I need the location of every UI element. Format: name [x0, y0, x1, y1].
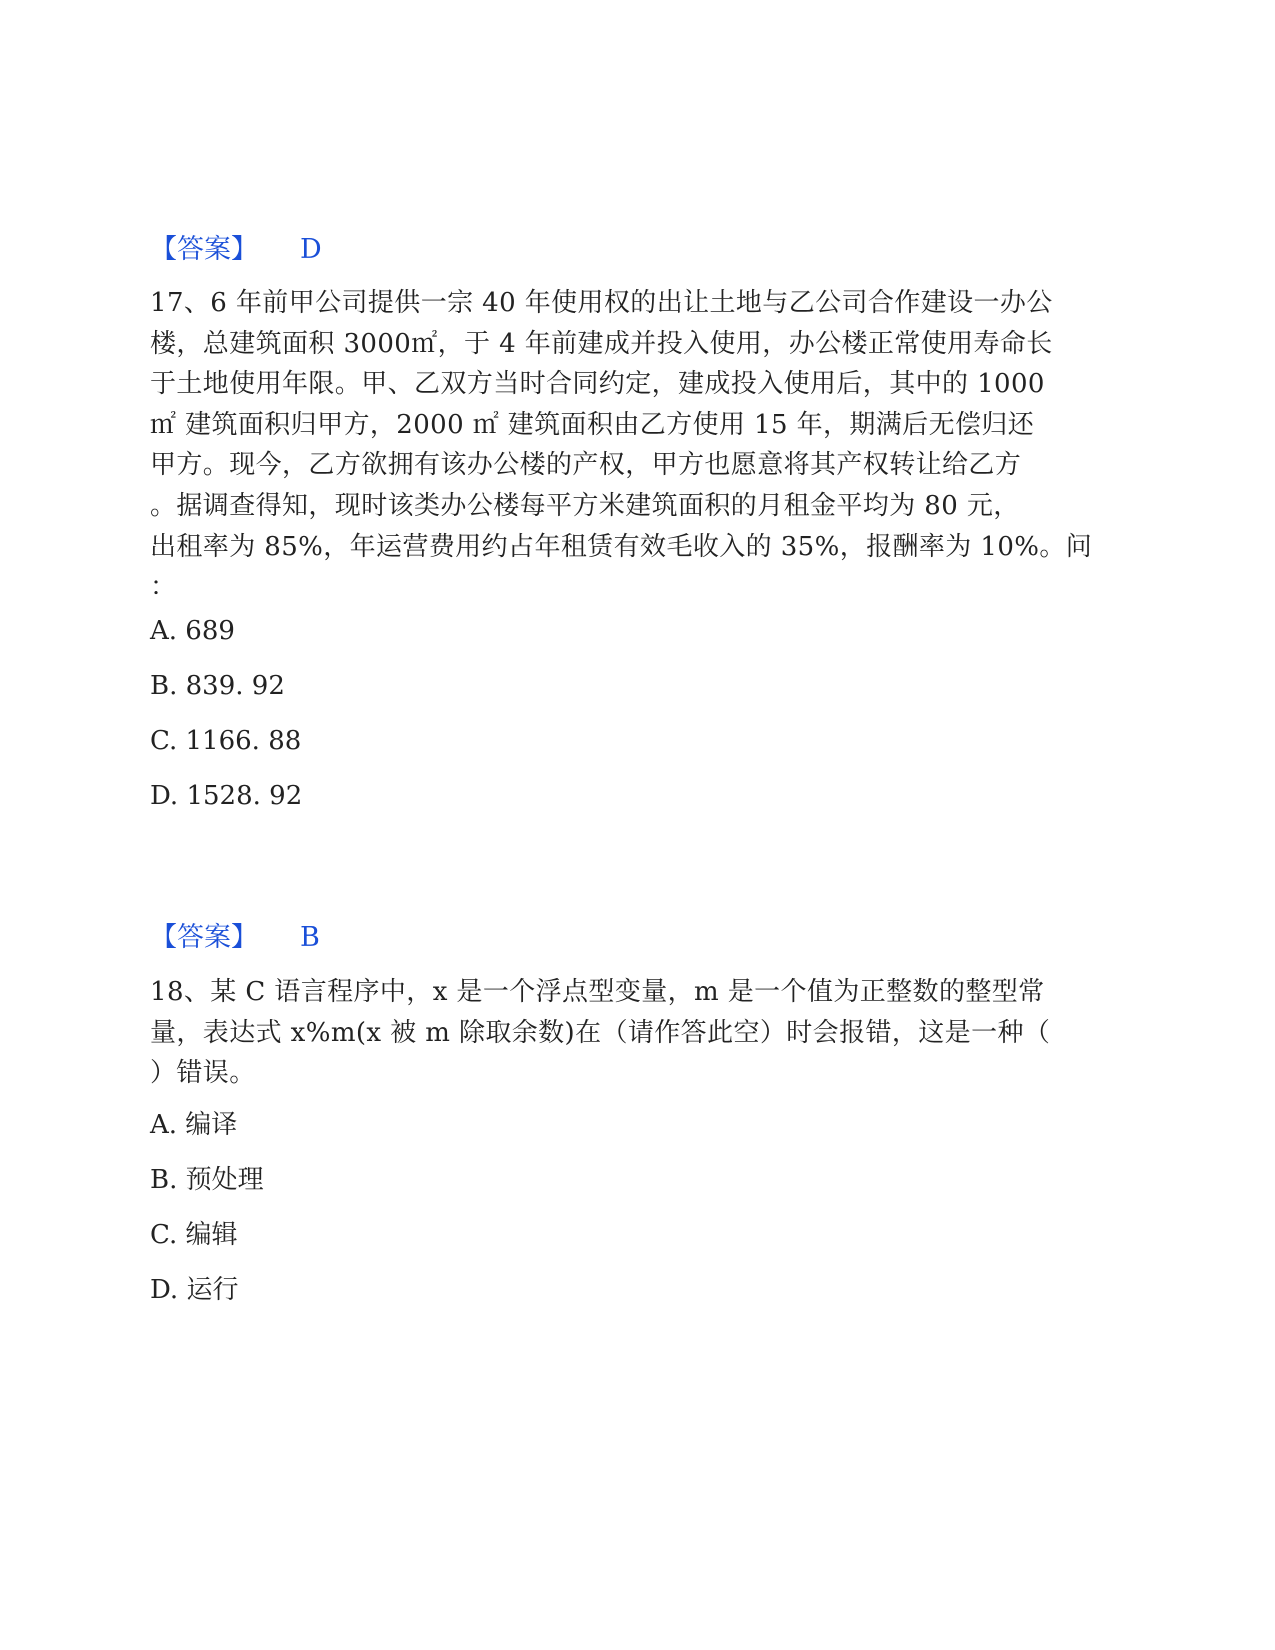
question-17	[150, 283, 1125, 608]
question-line: ㎡ 建筑面积归甲方，2000 ㎡ 建筑面积由乙方使用 15 年，期满后无偿归还	[150, 409, 1035, 440]
option-b[interactable]: B. 预处理	[150, 1165, 264, 1195]
answer-block-prev	[150, 234, 322, 266]
option-a[interactable]: A. 689	[150, 616, 235, 646]
answer-value: B	[300, 922, 320, 953]
answer-value: D	[300, 234, 322, 265]
option-b[interactable]: B. 839. 92	[150, 671, 285, 701]
question-line: ：	[150, 572, 177, 603]
answer-label: 【答案】	[150, 922, 258, 953]
question-line: 17、6 年前甲公司提供一宗 40 年使用权的出让土地与乙公司合作建设一办公	[150, 288, 1053, 318]
option-d[interactable]: D. 运行	[150, 1275, 239, 1305]
question-line: 甲方。现今，乙方欲拥有该办公楼的产权，甲方也愿意将其产权转让给乙方	[150, 450, 1022, 481]
question-line: 于土地使用年限。甲、乙双方当时合同约定，建成投入使用后，其中的 1000	[150, 369, 1045, 400]
question-line: 出租率为 85%，年运营费用约占年租赁有效毛收入的 35%，报酬率为 10%。问	[150, 531, 1093, 562]
option-d[interactable]: D. 1528. 92	[150, 781, 303, 811]
question-18	[150, 972, 1125, 1094]
answer-block-17	[150, 922, 320, 954]
question-line: 18、某 C 语言程序中，x 是一个浮点型变量，m 是一个值为正整数的整型常	[150, 977, 1045, 1007]
question-line: 楼，总建筑面积 3000㎡，于 4 年前建成并投入使用，办公楼正常使用寿命长	[150, 328, 1053, 359]
option-a[interactable]: A. 编译	[150, 1110, 238, 1140]
question-line: 量，表达式 x%m(x 被 m 除取余数)在（请作答此空）时会报错，这是一种（	[150, 1017, 1051, 1048]
option-c[interactable]: C. 编辑	[150, 1220, 238, 1250]
answer-label: 【答案】	[150, 234, 258, 265]
question-line: 。据调查得知，现时该类办公楼每平方米建筑面积的月租金平均为 80 元，	[150, 490, 1020, 521]
option-c[interactable]: C. 1166. 88	[150, 726, 302, 756]
question-line: ）错误。	[150, 1058, 256, 1089]
